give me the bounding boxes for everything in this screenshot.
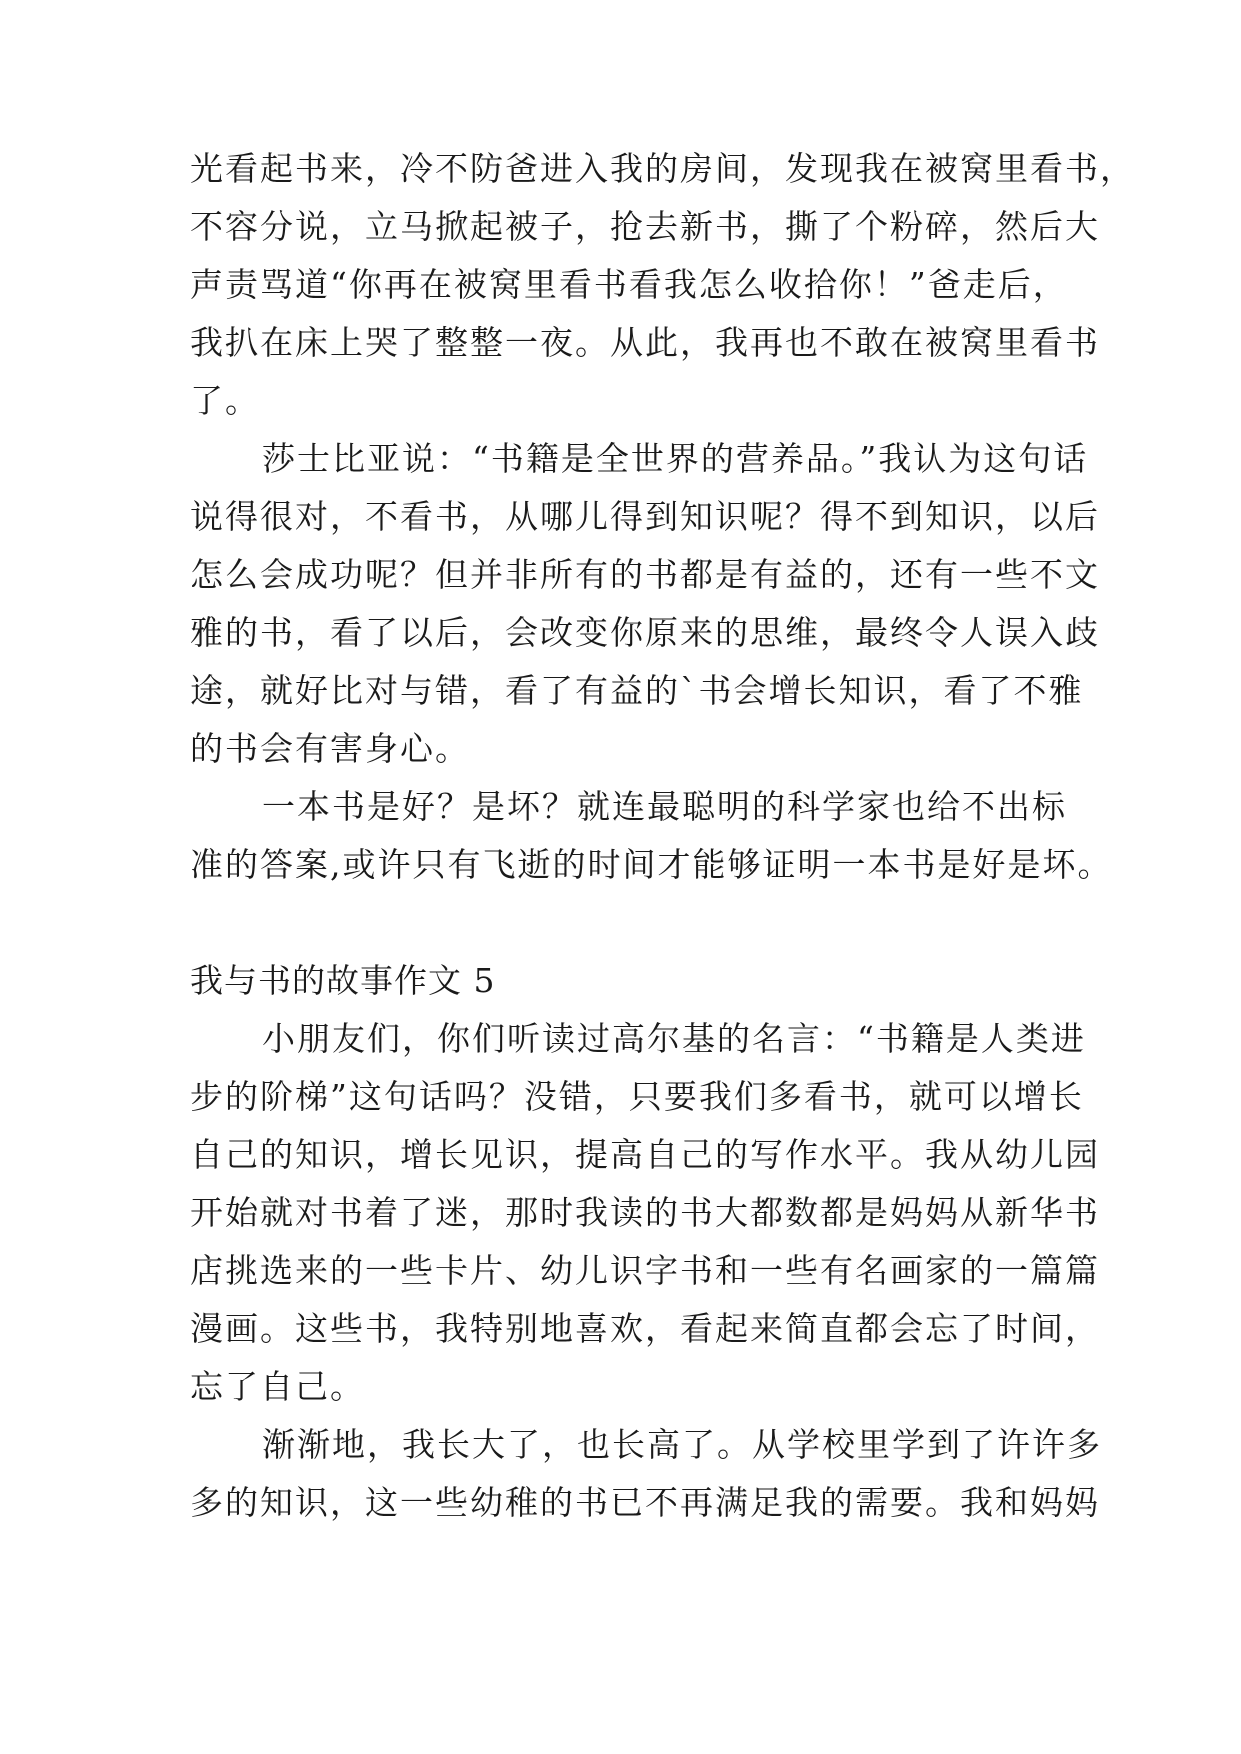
document-body [190,140,1135,1532]
paragraph [190,778,1113,894]
paragraph [190,430,1100,778]
text-line: 说得很对，不看书，从哪儿得到知识呢？得不到知识，以后 [190,497,1100,536]
text-line: 不容分说，立马掀起被子，抢去新书，撕了个粉碎，然后大 [190,207,1100,246]
text-line: 途，就好比对与错，看了有益的`书会增长知识，看了不雅 [190,671,1084,710]
text-line: 漫画。这些书，我特别地喜欢，看起来简直都会忘了时间， [190,1309,1100,1348]
text-line: 声责骂道“你再在被窝里看书看我怎么收拾你！”爸走后， [190,265,1068,304]
text-line: 雅的书，看了以后，会改变你原来的思维，最终令人误入歧 [190,613,1100,652]
text-line: 渐渐地，我长大了，也长高了。从学校里学到了许许多 [262,1425,1102,1464]
text-line: 自己的知识，增长见识，提高自己的写作水平。我从幼儿园 [190,1135,1100,1174]
text-line: 准的答案,或许只有飞逝的时间才能够证明一本书是好是坏。 [190,845,1113,884]
spacer [190,894,1060,952]
text-line: 了。 [190,381,260,420]
text-line: 的书会有害身心。 [190,729,470,768]
paragraph [190,140,1135,430]
text-line: 小朋友们，你们听读过高尔基的名言：“书籍是人类进 [262,1019,1086,1058]
text-line: 莎士比亚说：“书籍是全世界的营养品。”我认为这句话 [262,439,1089,478]
text-line: 步的阶梯”这句话吗？没错，只要我们多看书，就可以增长 [190,1077,1084,1116]
text-line: 店挑选来的一些卡片、幼儿识字书和一些有名画家的一篇篇 [190,1251,1100,1290]
paragraph [190,1010,1100,1416]
text-line: 开始就对书着了迷，那时我读的书大都数都是妈妈从新华书 [190,1193,1100,1232]
text-line: 忘了自己。 [190,1367,365,1406]
text-line: 一本书是好？是坏？就连最聪明的科学家也给不出标 [262,787,1067,826]
text-line: 怎么会成功呢？但并非所有的书都是有益的，还有一些不文 [190,555,1100,594]
text-line: 多的知识，这一些幼稚的书已不再满足我的需要。我和妈妈 [190,1483,1100,1522]
section-title: 我与书的故事作文 5 [190,961,496,1000]
text-line: 我扒在床上哭了整整一夜。从此，我再也不敢在被窝里看书 [190,323,1100,362]
text-line: 光看起书来，冷不防爸进入我的房间，发现我在被窝里看书， [190,149,1135,188]
paragraph [190,1416,1102,1532]
